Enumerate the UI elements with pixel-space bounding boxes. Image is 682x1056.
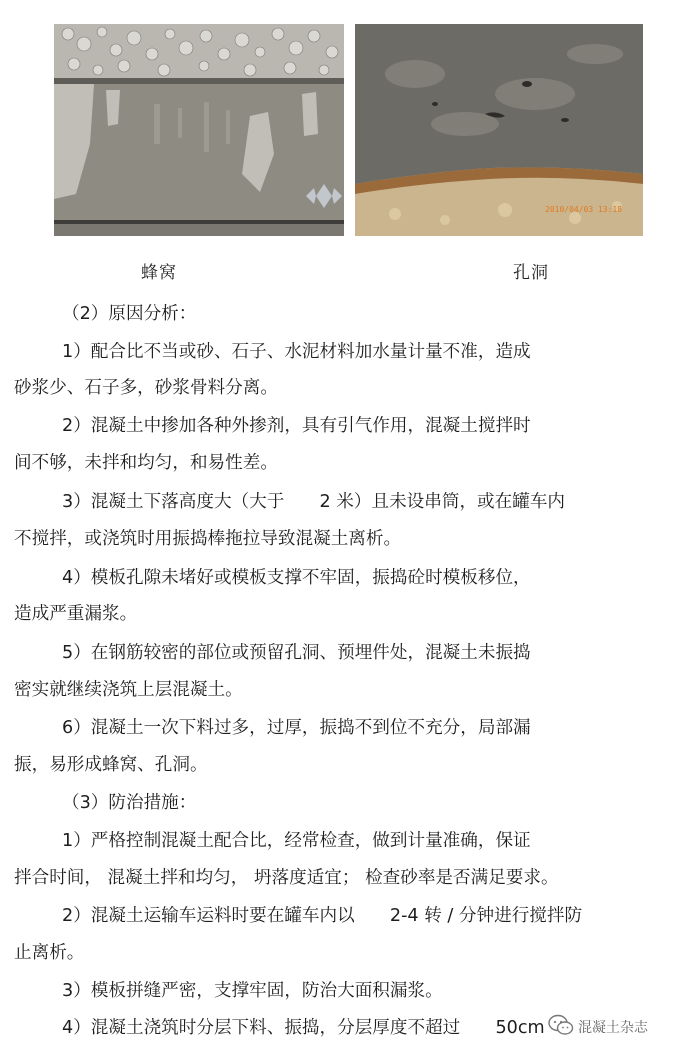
- watermark: [548, 1013, 648, 1041]
- body-line: 密实就继续浇筑上层混凝土。: [14, 680, 243, 700]
- honeycomb-photo: [54, 24, 344, 236]
- body-line: 间不够，未拌和均匀，和易性差。: [14, 453, 278, 473]
- body-line: 4）混凝土浇筑时分层下料、振捣，分层厚度不超过 50cm: [62, 1018, 545, 1038]
- photo-timestamp: 2010/04/03 13:18: [545, 205, 623, 214]
- body-line: 砂浆少、石子多，砂浆骨料分离。: [14, 378, 278, 398]
- body-line: 4）模板孔隙未堵好或模板支撑不牢固，振捣砼时模板移位，: [62, 568, 531, 588]
- body-line: 2）混凝土运输车运料时要在罐车内以 2-4 转 / 分钟进行搅拌防: [62, 906, 583, 926]
- body-line: 6）混凝土一次下料过多，过厚，振捣不到位不充分，局部漏: [62, 718, 531, 738]
- caption-honeycomb: 蜂窝: [141, 263, 177, 283]
- caption-hole: 孔洞: [513, 263, 549, 283]
- body-line: 拌合时间， 混凝土拌和均匀， 坍落度适宜； 检查砂率是否满足要求。: [14, 868, 559, 888]
- body-line: 3）模板拼缝严密，支撑牢固，防治大面积漏浆。: [62, 981, 443, 1001]
- body-line: 振，易形成蜂窝、孔洞。: [14, 755, 208, 775]
- body-line: 止离析。: [14, 943, 85, 963]
- hole-photo: [355, 24, 643, 236]
- body-line: 不搅拌，或浇筑时用振捣棒拖拉导致混凝土离析。: [14, 529, 402, 549]
- body-line: 3）混凝土下落高度大（大于 2 米）且未设串筒，或在罐车内: [62, 492, 566, 512]
- section-heading-cause: （2）原因分析：: [62, 304, 197, 324]
- body-line: 1）严格控制混凝土配合比，经常检查，做到计量准确，保证: [62, 831, 531, 851]
- body-line: 造成严重漏浆。: [14, 604, 138, 624]
- section-heading-prevention: （3）防治措施：: [62, 793, 197, 813]
- body-line: 2）混凝土中掺加各种外掺剂，具有引气作用，混凝土搅拌时: [62, 416, 531, 436]
- wechat-icon: [548, 1014, 574, 1040]
- body-line: 1）配合比不当或砂、石子、水泥材料加水量计量不准，造成: [62, 342, 531, 362]
- body-line: 5）在钢筋较密的部位或预留孔洞、预埋件处，混凝土未振捣: [62, 643, 531, 663]
- watermark-text: 混凝土杂志: [578, 1020, 648, 1036]
